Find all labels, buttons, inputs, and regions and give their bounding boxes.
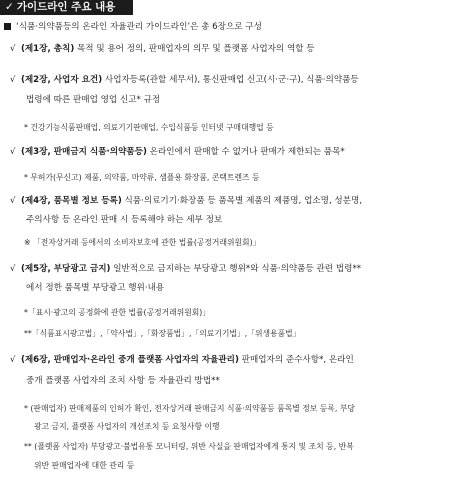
chapter-3-text: 온라인에서 판매할 수 없거나 판매가 제한되는 품목* [149,147,345,157]
section-title-text: 가이드라인 주요 내용 [16,1,116,13]
chapter-3-item [10,146,345,158]
chapter-5-text-cont: 에서 정한 품목별 부당광고 행위·내용 [26,283,165,293]
chapter-4-note: ※ 「전자상거래 등에서의 소비자보호에 관한 법률(공정거래위원회)」 [24,238,261,247]
chapter-2-text: 사업자등록(관할 세무서), 통신판매업 신고(시·군·구), 식품·의약품등 [104,75,359,85]
chapter-4-text-cont: 주의사항 등 온라인 판매 시 등록해야 하는 세부 정보 [26,215,223,225]
check-mark: √ [10,355,16,365]
chapter-1-title: (제1장, 총칙) [20,44,75,54]
check-mark: √ [10,196,16,206]
intro-text: ‘식품·의약품등의 온라인 자율관리 가이드라인’은 총 6장으로 구성 [16,22,262,32]
square-bullet-icon [4,23,11,30]
check-mark: √ [10,264,16,274]
chapter-1-item [10,43,315,55]
checkmark-icon: ✓ [5,1,14,13]
chapter-5-text: 일반적으로 금지하는 부당광고 행위*와 식품·의약품등 관련 법령** [113,264,362,274]
check-mark: √ [10,75,16,85]
chapter-2-title: (제2장, 사업자 요건) [20,75,103,85]
chapter-5-title: (제5장, 부당광고 금지) [20,264,111,274]
chapter-2-item [10,74,359,86]
chapter-6-title: (제6장, 판매업자·온라인 중개 플랫폼 사업자의 자율관리) [20,355,239,365]
section-title [0,0,133,15]
chapter-6-item [10,354,354,366]
intro-line [4,21,262,33]
chapter-6-note-1-cont: 광고 금지, 플랫폼 사업자의 개선조치 등 요청사항 이행 [34,422,220,431]
chapter-4-title: (제4장, 품목별 정보 등록) [20,196,122,206]
chapter-6-note-2: ** (플랫폼 사업자) 부당광고·불법유통 모니터링, 위반 사실을 판매업자에게 통지 및 조치 등, 반복 [24,442,354,451]
chapter-5-item [10,263,361,275]
chapter-2-note: * 건강기능식품판매업, 의료기기판매업, 수입식품등 인터넷 구매대행업 등 [24,123,274,132]
chapter-2-text-cont: 법령에 따른 판매업 영업 신고* 규정 [26,95,161,105]
chapter-3-title: (제3장, 판매금지 식품·의약품등) [20,147,147,157]
chapter-5-note-2: **「식품표시광고법」,「약사법」,「화장품법」,「의료기기법」,「위생용품법」 [24,329,301,338]
chapter-1-text: 목적 및 용어 정의, 판매업자의 의무 및 플랫폼 사업자의 역할 등 [77,44,315,54]
chapter-3-note: * 무허가(무신고) 제품, 의약품, 마약류, 샘플용 화장품, 콘택트렌즈 등 [24,173,260,182]
chapter-6-note-2-cont: 위반 판매업자에 대한 관리 등 [34,461,135,470]
chapter-6-note-1: * (판매업자) 판매제품의 인허가 확인, 전자상거래 판매금지 식품·의약품등 품목별 정보 등록, 부당 [24,404,355,413]
check-mark: √ [10,44,16,54]
chapter-5-note-1: *「표시·광고의 공정화에 관한 법률(공정거래위원회)」 [24,308,211,317]
chapter-4-text: 식품·의료기기·화장품 등 품목별 제품의 제품명, 업소명, 성분명, [124,196,363,206]
chapter-4-item [10,195,362,207]
check-mark: √ [10,147,16,157]
chapter-6-text: 판매업자의 준수사항*, 온라인 [241,355,354,365]
chapter-6-text-cont: 중개 플랫폼 사업자의 조치 사항 등 자율관리 방법** [26,376,220,386]
